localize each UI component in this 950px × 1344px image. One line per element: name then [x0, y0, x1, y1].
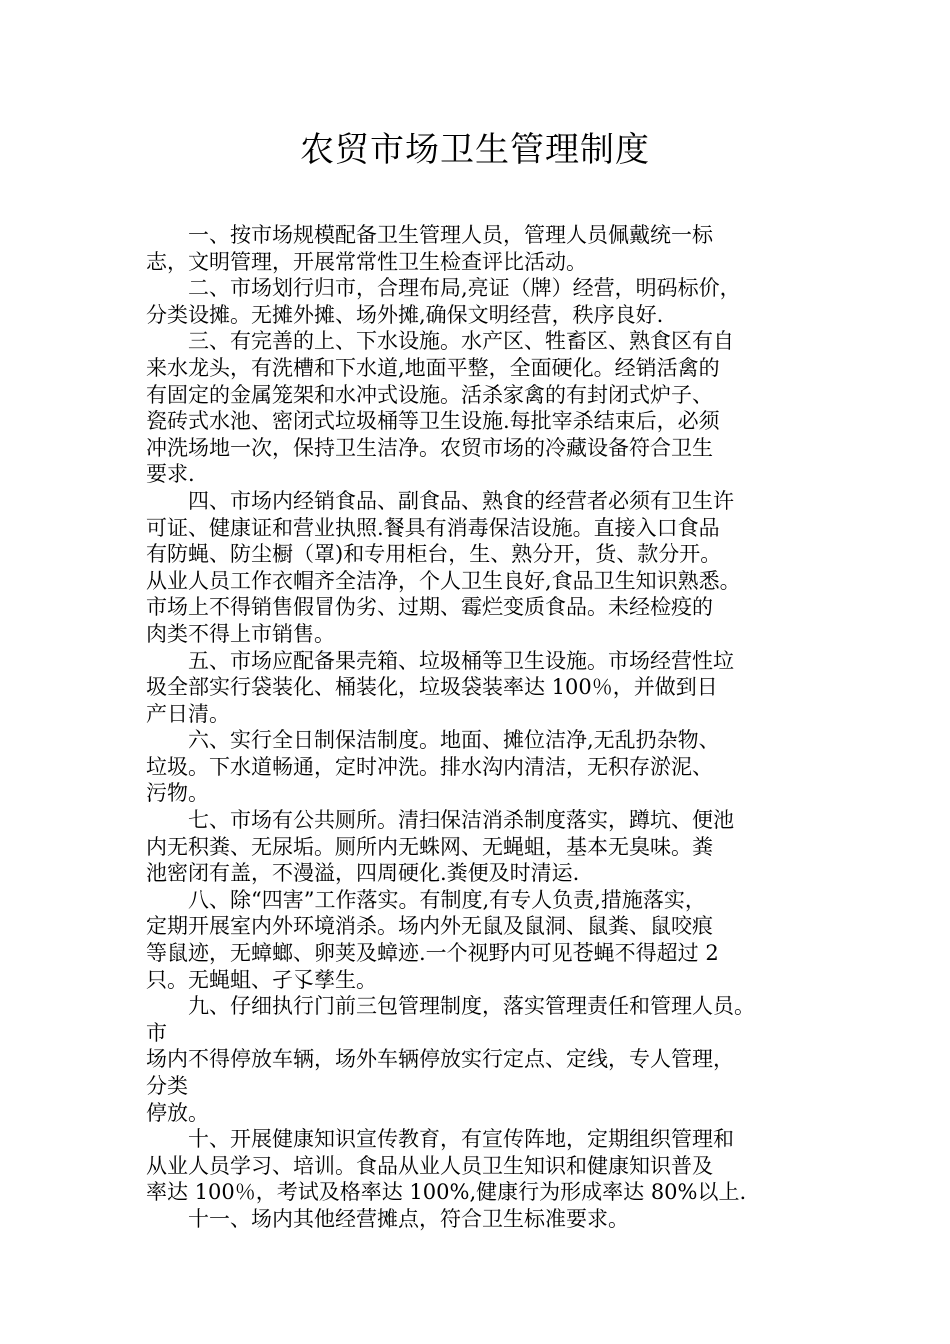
body-text-line: 瓷砖式水池、密闭式垃圾桶等卫生设施.每批宰杀结束后，必须 — [146, 409, 720, 434]
body-text-line: 只。无蝇蛆、孑孓孳生。 — [146, 967, 377, 992]
body-text-line: 有固定的金属笼架和水冲式设施。活杀家禽的有封闭式炉子、 — [146, 382, 713, 407]
body-text-line: 场内不得停放车辆，场外车辆停放实行定点、定线，专人管理， — [146, 1047, 734, 1072]
body-text-line: 污物。 — [146, 781, 209, 806]
body-text-line: 内无积粪、无尿垢。厕所内无蛛网、无蝇蛆，基本无臭味。粪 — [146, 834, 713, 859]
body-text-line: 垃圾。下水道畅通，定时冲洗。排水沟内清洁，无积存淤泥、 — [146, 754, 713, 779]
body-text-line: 十、开展健康知识宣传教育，有宣传阵地，定期组织管理和 — [146, 1127, 734, 1152]
body-text-line: 八、除“四害”工作落实。有制度,有专人负责,措施落实， — [146, 887, 706, 912]
body-text-line: 三、有完善的上、下水设施。水产区、牲畜区、熟食区有自 — [146, 329, 734, 354]
body-text-line: 定期开展室内外环境消杀。场内外无鼠及鼠洞、鼠粪、鼠咬痕 — [146, 914, 713, 939]
body-text-line: 分类 — [146, 1074, 188, 1098]
body-text-line: 市场上不得销售假冒伪劣、过期、霉烂变质食品。未经检疫的 — [146, 595, 713, 620]
body-text-line: 从业人员工作衣帽齐全洁净，个人卫生良好,食品卫生知识熟悉。 — [146, 568, 741, 593]
body-text-line: 产日清。 — [146, 701, 230, 726]
body-text-line: 停放。 — [146, 1100, 209, 1125]
body-text-line: 率达 100％，考试及格率达 100%,健康行为形成率达 80%以上. — [146, 1180, 747, 1205]
body-text-line: 十一、场内其他经营摊点，符合卫生标准要求。 — [146, 1206, 629, 1231]
body-text-line: 志，文明管理，开展常常性卫生检查评比活动。 — [146, 249, 587, 274]
document-title: 农贸市场卫生管理制度 — [300, 130, 650, 170]
body-text-line: 有防蝇、防尘橱（罩)和专用柜台，生、熟分开，货、款分开。 — [146, 542, 722, 567]
body-text-line: 圾全部实行袋装化、桶装化，垃圾袋装率达 100％，并做到日 — [146, 675, 718, 700]
body-text-line: 五、市场应配备果壳箱、垃圾桶等卫生设施。市场经营性垃 — [146, 648, 734, 673]
body-text-line: 六、实行全日制保洁制度。地面、摊位洁净,无乱扔杂物、 — [146, 728, 720, 753]
body-text-line: 七、市场有公共厕所。清扫保洁消杀制度落实，蹲坑、便池 — [146, 808, 734, 833]
body-text-line: 冲洗场地一次，保持卫生洁净。农贸市场的冷藏设备符合卫生 — [146, 435, 713, 460]
body-text-line: 四、市场内经销食品、副食品、熟食的经营者必须有卫生许 — [146, 488, 734, 513]
body-text-line: 等鼠迹，无蟑螂、卵荚及蟑迹.一个视野内可见苍蝇不得超过 2 — [146, 941, 719, 966]
document-body — [146, 222, 846, 1233]
body-text-line: 市 — [146, 1020, 167, 1045]
body-text-line: 从业人员学习、培训。食品从业人员卫生知识和健康知识普及 — [146, 1153, 713, 1178]
body-text-line: 肉类不得上市销售。 — [146, 621, 335, 646]
body-text-line: 池密闭有盖，不漫溢，四周硬化.粪便及时清运. — [146, 861, 580, 886]
body-text-line: 分类设摊。无摊外摊、场外摊,确保文明经营，秩序良好. — [146, 302, 664, 327]
body-text-line: 来水龙头，有洗槽和下水道,地面平整，全面硬化。经销活禽的 — [146, 355, 720, 380]
body-text-line: 九、仔细执行门前三包管理制度，落实管理责任和管理人员。 — [146, 994, 755, 1019]
body-text-line: 可证、健康证和营业执照.餐具有消毒保洁设施。直接入口食品 — [146, 515, 720, 540]
body-text-line: 要求. — [146, 462, 195, 487]
body-text-line: 二、市场划行归市，合理布局,亮证（牌）经营，明码标价， — [146, 276, 741, 301]
body-text-line: 一、按市场规模配备卫生管理人员，管理人员佩戴统一标 — [146, 223, 713, 247]
